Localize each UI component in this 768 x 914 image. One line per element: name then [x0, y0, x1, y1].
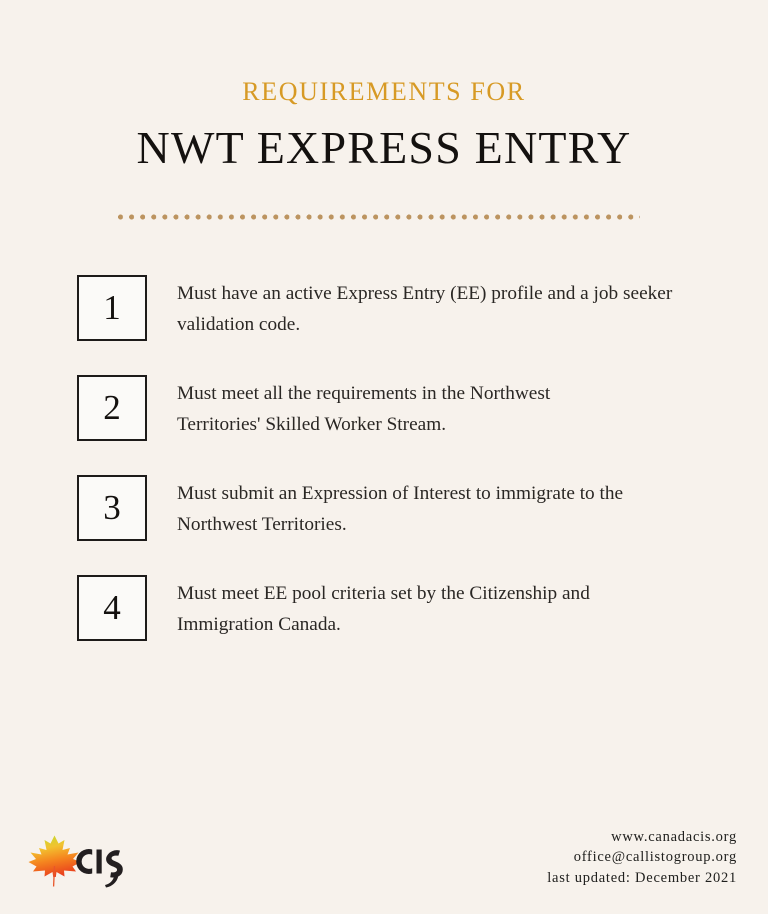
number-badge-label: 4	[103, 587, 121, 627]
cis-wordmark	[76, 849, 123, 888]
list-item-text: Must submit an Expression of Interest to immigrate to the Northwest Territories.	[177, 483, 624, 535]
footer-website: www.canadacis.org	[611, 828, 737, 845]
number-badge-label: 1	[103, 287, 121, 327]
list-item-text: Must have an active Express Entry (EE) profile and a job seeker validation code.	[177, 283, 673, 335]
footer-contact	[547, 827, 737, 889]
number-badge	[77, 475, 147, 541]
page-title: NWT EXPRESS ENTRY	[136, 122, 632, 173]
list-item-text: Must meet all the requirements in the Northwest Territories' Skilled Worker Stream.	[177, 383, 551, 435]
number-badge-label: 2	[103, 387, 121, 427]
dotted-divider	[118, 214, 640, 220]
list-item	[0, 475, 768, 575]
footer-last-updated: last updated: December 2021	[547, 869, 737, 886]
header	[0, 76, 768, 175]
number-badge	[77, 575, 147, 641]
maple-leaf-icon	[29, 836, 81, 887]
list-item	[0, 375, 768, 475]
list-item-text: Must meet EE pool criteria set by the Citizenship and Immigration Canada.	[177, 583, 590, 635]
list-item	[0, 575, 768, 675]
eyebrow-heading: REQUIREMENTS FOR	[242, 77, 526, 106]
requirements-list	[0, 275, 768, 675]
list-item	[0, 275, 768, 375]
number-badge	[77, 275, 147, 341]
number-badge-label: 3	[103, 487, 121, 527]
number-badge	[77, 375, 147, 441]
footer-email: office@callistogroup.org	[573, 849, 737, 865]
cis-logo	[28, 832, 130, 890]
